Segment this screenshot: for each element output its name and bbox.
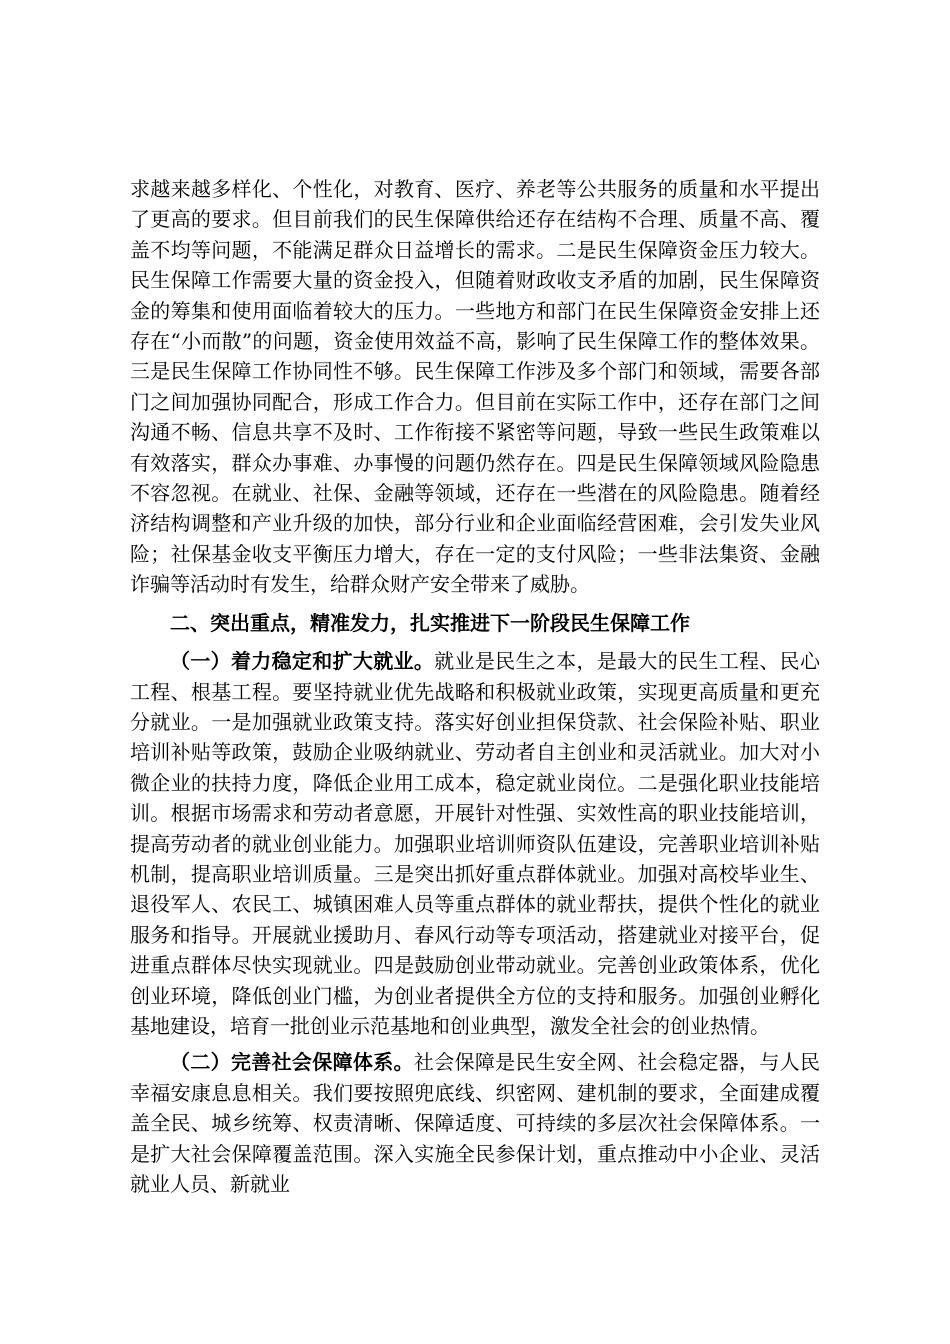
paragraph-social-security-text: 社会保障是民生安全网、社会稳定器，与人民幸福安康息息相关。我们要按照兜底线、织密网、建机制的要求，全面建成覆盖全民、城乡统筹、权责清晰、保障适度、可持续的多层次社会保障体系。一是扩大社会保障覆盖范围。深入实施全民参保计划，重点推动中小企业、灵活就业人员、新就业 (130, 1050, 821, 1196)
paragraph-employment-text: 就业是民生之本，是最大的民生工程、民心工程、根基工程。要坚持就业优先战略和积极就业政策，实现更高质量和更充分就业。一是加强就业政策支持。落实好创业担保贷款、社会保险补贴、职业培训补贴等政策，鼓励企业吸纳就业、劳动者自主创业和灵活就业。加大对小微企业的扶持力度，降低企业用工成本，稳定就业岗位。二是强化职业技能培训。根据市场需求和劳动者意愿，开展针对性强、实效性高的职业技能培训，提高劳动者的就业创业能力。加强职业培训师资队伍建设，完善职业培训补贴机制，提高职业培训质量。三是突出抓好重点群体就业。加强对高校毕业生、退役军人、农民工、城镇困难人员等重点群体的就业帮扶，提供个性化的就业服务和指导。开展就业援助月、春风行动等专项活动，搭建就业对接平台，促进重点群体尽快实现就业。四是鼓励创业带动就业。完善创业政策体系，优化创业环境，降低创业门槛，为创业者提供全方位的支持和服务。加强创业孵化基地建设，培育一批创业示范基地和创业典型，激发全社会的创业热情。 (130, 649, 821, 1038)
subheading-social-security: （二）完善社会保障体系。 (170, 1050, 414, 1075)
paragraph-social-security (130, 1047, 820, 1199)
paragraph-continued: 求越来越多样化、个性化，对教育、医疗、养老等公共服务的质量和水平提出了更高的要求。但目前我们的民生保障供给还存在结构不合理、质量不高、覆盖不均等问题，不能满足群众日益增长的需求。二是民生保障资金压力较大。民生保障工作需要大量的资金投入，但随着财政收支矛盾的加剧，民生保障资金的筹集和使用面临着较大的压力。一些地方和部门在民生保障资金安排上还存在“小而散”的问题，资金使用效益不高，影响了民生保障工作的整体效果。三是民生保障工作协同性不够。民生保障工作涉及多个部门和领域，需要各部门之间加强协同配合，形成工作合力。但目前在实际工作中，还存在部门之间沟通不畅、信息共享不及时、工作衔接不紧密等问题，导致一些民生政策难以有效落实，群众办事难、办事慢的问题仍然存在。四是民生保障领域风险隐患不容忽视。在就业、社保、金融等领域，还存在一些潜在的风险隐患。随着经济结构调整和产业升级的加快，部分行业和企业面临经营困难，会引发失业风险；社保基金收支平衡压力增大，存在一定的支付风险；一些非法集资、金融诈骗等活动时有发生，给群众财产安全带来了威胁。 (130, 177, 820, 597)
subheading-employment: （一）着力稳定和扩大就业。 (170, 649, 435, 674)
section-heading: 二、突出重点，精准发力，扎实推进下一阶段民生保障工作 (170, 610, 690, 635)
paragraph-employment (130, 646, 820, 1041)
